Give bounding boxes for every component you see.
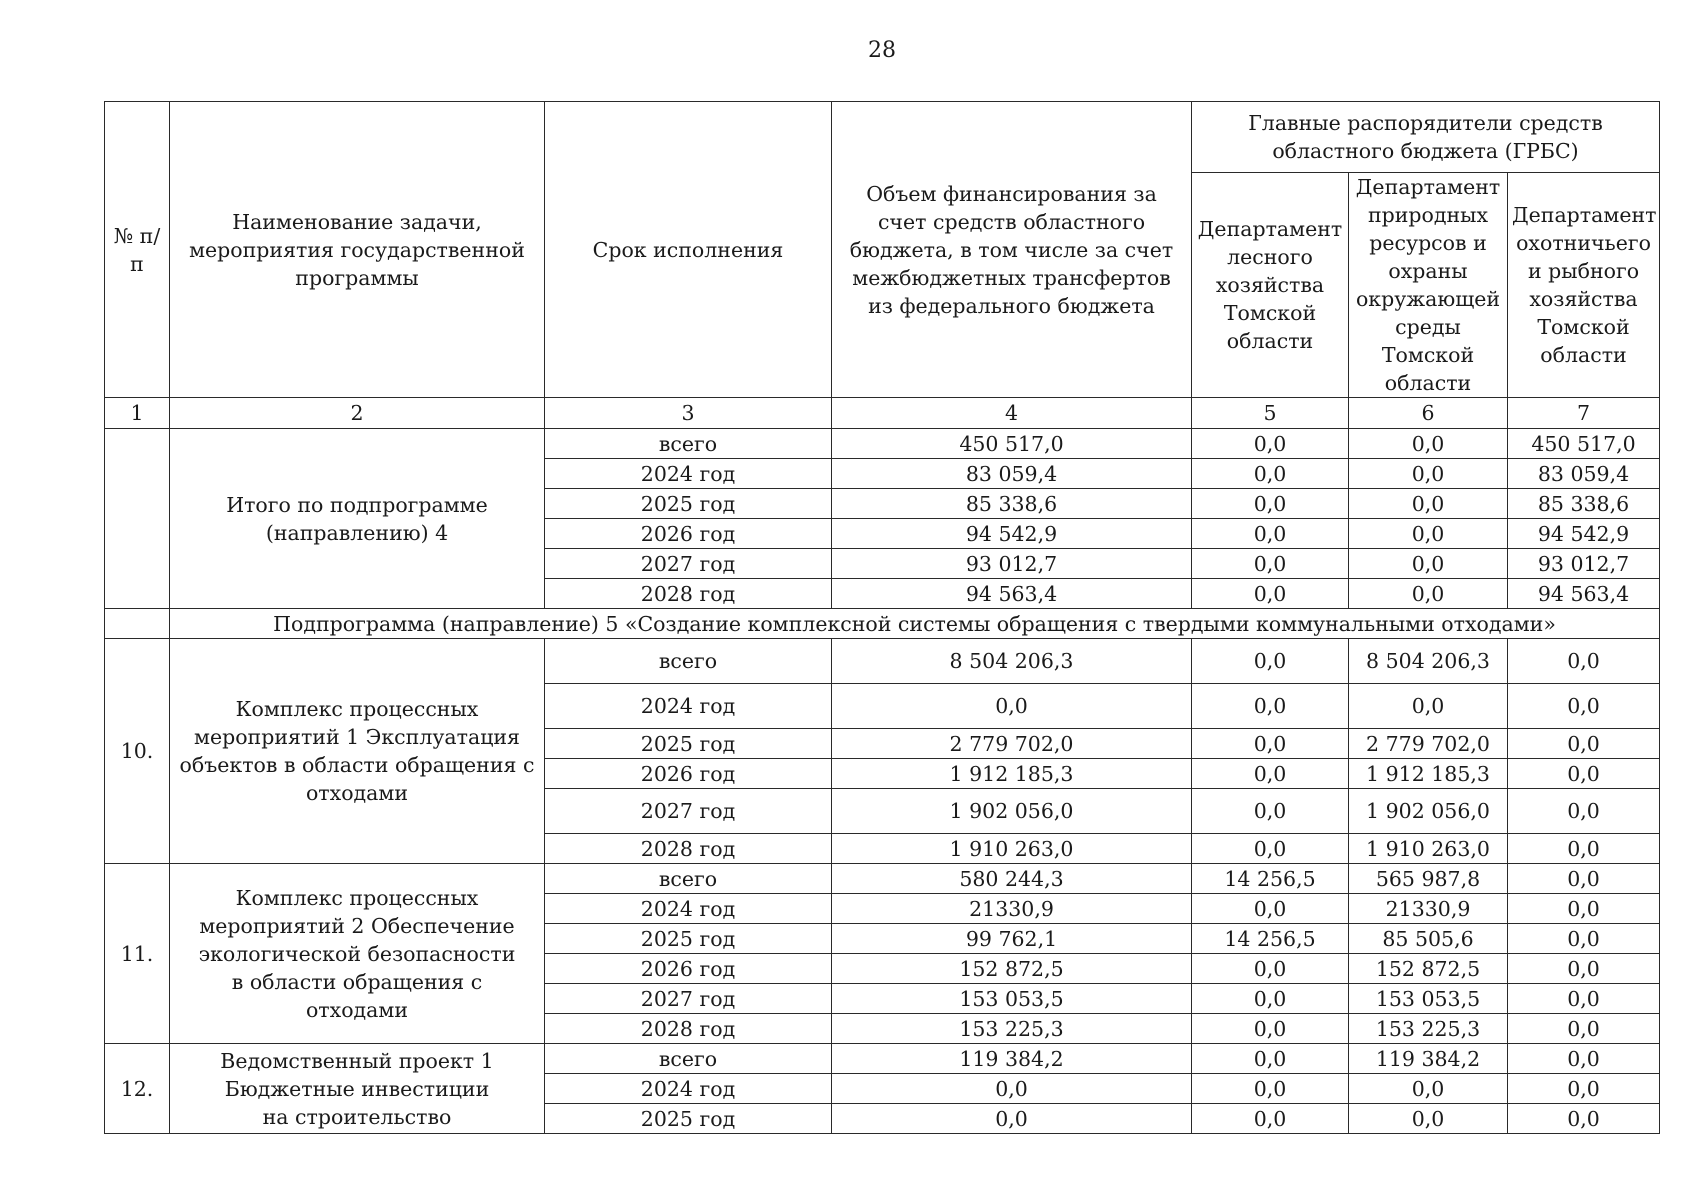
column-number: 2 xyxy=(170,398,545,429)
period-cell: 2024 год xyxy=(545,894,832,924)
period-cell: 2028 год xyxy=(545,834,832,864)
table-row xyxy=(105,639,1660,684)
hunting-fishing-cell: 0,0 xyxy=(1508,894,1660,924)
total-cell: 85 338,6 xyxy=(832,489,1192,519)
task-name: Комплекс процессных мероприятий 1 Эксплуатация объектов в области обращения с отходами xyxy=(170,639,545,864)
hunting-fishing-cell: 0,0 xyxy=(1508,729,1660,759)
forestry-cell: 0,0 xyxy=(1192,429,1349,459)
forestry-cell: 0,0 xyxy=(1192,759,1349,789)
hunting-fishing-cell: 0,0 xyxy=(1508,1104,1660,1134)
natural-resources-cell: 0,0 xyxy=(1349,459,1508,489)
total-cell: 99 762,1 xyxy=(832,924,1192,954)
hunting-fishing-cell: 0,0 xyxy=(1508,1044,1660,1074)
forestry-cell: 0,0 xyxy=(1192,1104,1349,1134)
natural-resources-cell: 1 902 056,0 xyxy=(1349,789,1508,834)
hunting-fishing-cell: 0,0 xyxy=(1508,834,1660,864)
hunting-fishing-cell: 0,0 xyxy=(1508,759,1660,789)
forestry-cell: 14 256,5 xyxy=(1192,924,1349,954)
header-col-term: Срок исполнения xyxy=(545,102,832,398)
hunting-fishing-cell: 85 338,6 xyxy=(1508,489,1660,519)
column-number: 1 xyxy=(105,398,170,429)
natural-resources-cell: 8 504 206,3 xyxy=(1349,639,1508,684)
forestry-cell: 0,0 xyxy=(1192,1014,1349,1044)
total-cell: 450 517,0 xyxy=(832,429,1192,459)
total-cell: 21330,9 xyxy=(832,894,1192,924)
natural-resources-cell: 153 053,5 xyxy=(1349,984,1508,1014)
table-row xyxy=(105,429,1660,459)
natural-resources-cell: 565 987,8 xyxy=(1349,864,1508,894)
period-cell: 2027 год xyxy=(545,984,832,1014)
natural-resources-cell: 85 505,6 xyxy=(1349,924,1508,954)
period-cell: 2026 год xyxy=(545,759,832,789)
total-cell: 93 012,7 xyxy=(832,549,1192,579)
forestry-cell: 0,0 xyxy=(1192,579,1349,609)
period-cell: 2026 год xyxy=(545,519,832,549)
column-number-row xyxy=(105,398,1660,429)
total-cell: 1 912 185,3 xyxy=(832,759,1192,789)
total-cell: 0,0 xyxy=(832,684,1192,729)
total-cell: 119 384,2 xyxy=(832,1044,1192,1074)
hunting-fishing-cell: 93 012,7 xyxy=(1508,549,1660,579)
period-cell: 2025 год xyxy=(545,924,832,954)
total-cell: 580 244,3 xyxy=(832,864,1192,894)
forestry-cell: 0,0 xyxy=(1192,789,1349,834)
total-cell: 0,0 xyxy=(832,1104,1192,1134)
period-cell: 2025 год xyxy=(545,1104,832,1134)
hunting-fishing-cell: 0,0 xyxy=(1508,954,1660,984)
hunting-fishing-cell: 0,0 xyxy=(1508,1014,1660,1044)
hunting-fishing-cell: 0,0 xyxy=(1508,924,1660,954)
forestry-cell: 0,0 xyxy=(1192,639,1349,684)
forestry-cell: 0,0 xyxy=(1192,489,1349,519)
period-cell: 2024 год xyxy=(545,684,832,729)
task-name: Ведомственный проект 1 Бюджетные инвестиции на строительство xyxy=(170,1044,545,1134)
period-cell: всего xyxy=(545,1044,832,1074)
column-number: 3 xyxy=(545,398,832,429)
row-number: 10. xyxy=(105,639,170,864)
hunting-fishing-cell: 0,0 xyxy=(1508,1074,1660,1104)
task-name: Итого по подпрограмме (направлению) 4 xyxy=(170,429,545,609)
natural-resources-cell: 119 384,2 xyxy=(1349,1044,1508,1074)
hunting-fishing-cell: 94 563,4 xyxy=(1508,579,1660,609)
forestry-cell: 0,0 xyxy=(1192,834,1349,864)
natural-resources-cell: 1 910 263,0 xyxy=(1349,834,1508,864)
forestry-cell: 0,0 xyxy=(1192,684,1349,729)
header-col-hunting-fishing: Департамент охотничьего и рыбного хозяйства Томской области xyxy=(1508,173,1660,398)
natural-resources-cell: 0,0 xyxy=(1349,1104,1508,1134)
column-number: 5 xyxy=(1192,398,1349,429)
natural-resources-cell: 21330,9 xyxy=(1349,894,1508,924)
hunting-fishing-cell: 0,0 xyxy=(1508,789,1660,834)
table-row xyxy=(105,1044,1660,1074)
subprogram-row xyxy=(105,609,1660,639)
forestry-cell: 0,0 xyxy=(1192,1074,1349,1104)
header-col-name: Наименование задачи, мероприятия государственной программы xyxy=(170,102,545,398)
natural-resources-cell: 1 912 185,3 xyxy=(1349,759,1508,789)
header-grbs-group: Главные распорядители средств областного бюджета (ГРБС) xyxy=(1192,102,1660,173)
natural-resources-cell: 0,0 xyxy=(1349,429,1508,459)
period-cell: 2024 год xyxy=(545,459,832,489)
forestry-cell: 14 256,5 xyxy=(1192,864,1349,894)
natural-resources-cell: 0,0 xyxy=(1349,519,1508,549)
period-cell: 2025 год xyxy=(545,489,832,519)
budget-table xyxy=(104,101,1660,1134)
natural-resources-cell: 2 779 702,0 xyxy=(1349,729,1508,759)
natural-resources-cell: 0,0 xyxy=(1349,684,1508,729)
hunting-fishing-cell: 450 517,0 xyxy=(1508,429,1660,459)
forestry-cell: 0,0 xyxy=(1192,1044,1349,1074)
hunting-fishing-cell: 94 542,9 xyxy=(1508,519,1660,549)
forestry-cell: 0,0 xyxy=(1192,459,1349,489)
period-cell: 2027 год xyxy=(545,549,832,579)
column-number: 6 xyxy=(1349,398,1508,429)
total-cell: 1 902 056,0 xyxy=(832,789,1192,834)
table-row xyxy=(105,864,1660,894)
header-col-natural-resources: Департамент природных ресурсов и охраны окружающей среды Томской области xyxy=(1349,173,1508,398)
period-cell: 2026 год xyxy=(545,954,832,984)
forestry-cell: 0,0 xyxy=(1192,519,1349,549)
subprogram-title: Подпрограмма (направление) 5 «Создание комплексной системы обращения с твердыми коммунальными отходами» xyxy=(170,609,1660,639)
total-cell: 8 504 206,3 xyxy=(832,639,1192,684)
total-cell: 0,0 xyxy=(832,1074,1192,1104)
period-cell: всего xyxy=(545,864,832,894)
column-number: 7 xyxy=(1508,398,1660,429)
task-name: Комплекс процессных мероприятий 2 Обеспечение экологической безопасности в области обращения с отходами xyxy=(170,864,545,1044)
header-col-volume: Объем финансирования за счет средств областного бюджета, в том числе за счет межбюджетных трансфертов из федерального бюджета xyxy=(832,102,1192,398)
forestry-cell: 0,0 xyxy=(1192,894,1349,924)
row-number: 12. xyxy=(105,1044,170,1134)
total-cell: 153 225,3 xyxy=(832,1014,1192,1044)
total-cell: 94 563,4 xyxy=(832,579,1192,609)
period-cell: 2028 год xyxy=(545,579,832,609)
total-cell: 1 910 263,0 xyxy=(832,834,1192,864)
period-cell: 2028 год xyxy=(545,1014,832,1044)
hunting-fishing-cell: 83 059,4 xyxy=(1508,459,1660,489)
header-col-number: № п/п xyxy=(105,102,170,398)
total-cell: 94 542,9 xyxy=(832,519,1192,549)
hunting-fishing-cell: 0,0 xyxy=(1508,864,1660,894)
natural-resources-cell: 153 225,3 xyxy=(1349,1014,1508,1044)
forestry-cell: 0,0 xyxy=(1192,984,1349,1014)
natural-resources-cell: 0,0 xyxy=(1349,579,1508,609)
forestry-cell: 0,0 xyxy=(1192,549,1349,579)
total-cell: 153 053,5 xyxy=(832,984,1192,1014)
natural-resources-cell: 0,0 xyxy=(1349,1074,1508,1104)
row-number: 11. xyxy=(105,864,170,1044)
total-cell: 152 872,5 xyxy=(832,954,1192,984)
row-number xyxy=(105,429,170,609)
hunting-fishing-cell: 0,0 xyxy=(1508,984,1660,1014)
header-col-forestry: Департамент лесного хозяйства Томской области xyxy=(1192,173,1349,398)
total-cell: 2 779 702,0 xyxy=(832,729,1192,759)
period-cell: 2027 год xyxy=(545,789,832,834)
period-cell: 2025 год xyxy=(545,729,832,759)
natural-resources-cell: 0,0 xyxy=(1349,549,1508,579)
natural-resources-cell: 152 872,5 xyxy=(1349,954,1508,984)
page-number: 28 xyxy=(868,38,896,63)
period-cell: 2024 год xyxy=(545,1074,832,1104)
column-number: 4 xyxy=(832,398,1192,429)
total-cell: 83 059,4 xyxy=(832,459,1192,489)
forestry-cell: 0,0 xyxy=(1192,954,1349,984)
subprogram-empty-cell xyxy=(105,609,170,639)
forestry-cell: 0,0 xyxy=(1192,729,1349,759)
hunting-fishing-cell: 0,0 xyxy=(1508,639,1660,684)
hunting-fishing-cell: 0,0 xyxy=(1508,684,1660,729)
natural-resources-cell: 0,0 xyxy=(1349,489,1508,519)
period-cell: всего xyxy=(545,639,832,684)
period-cell: всего xyxy=(545,429,832,459)
